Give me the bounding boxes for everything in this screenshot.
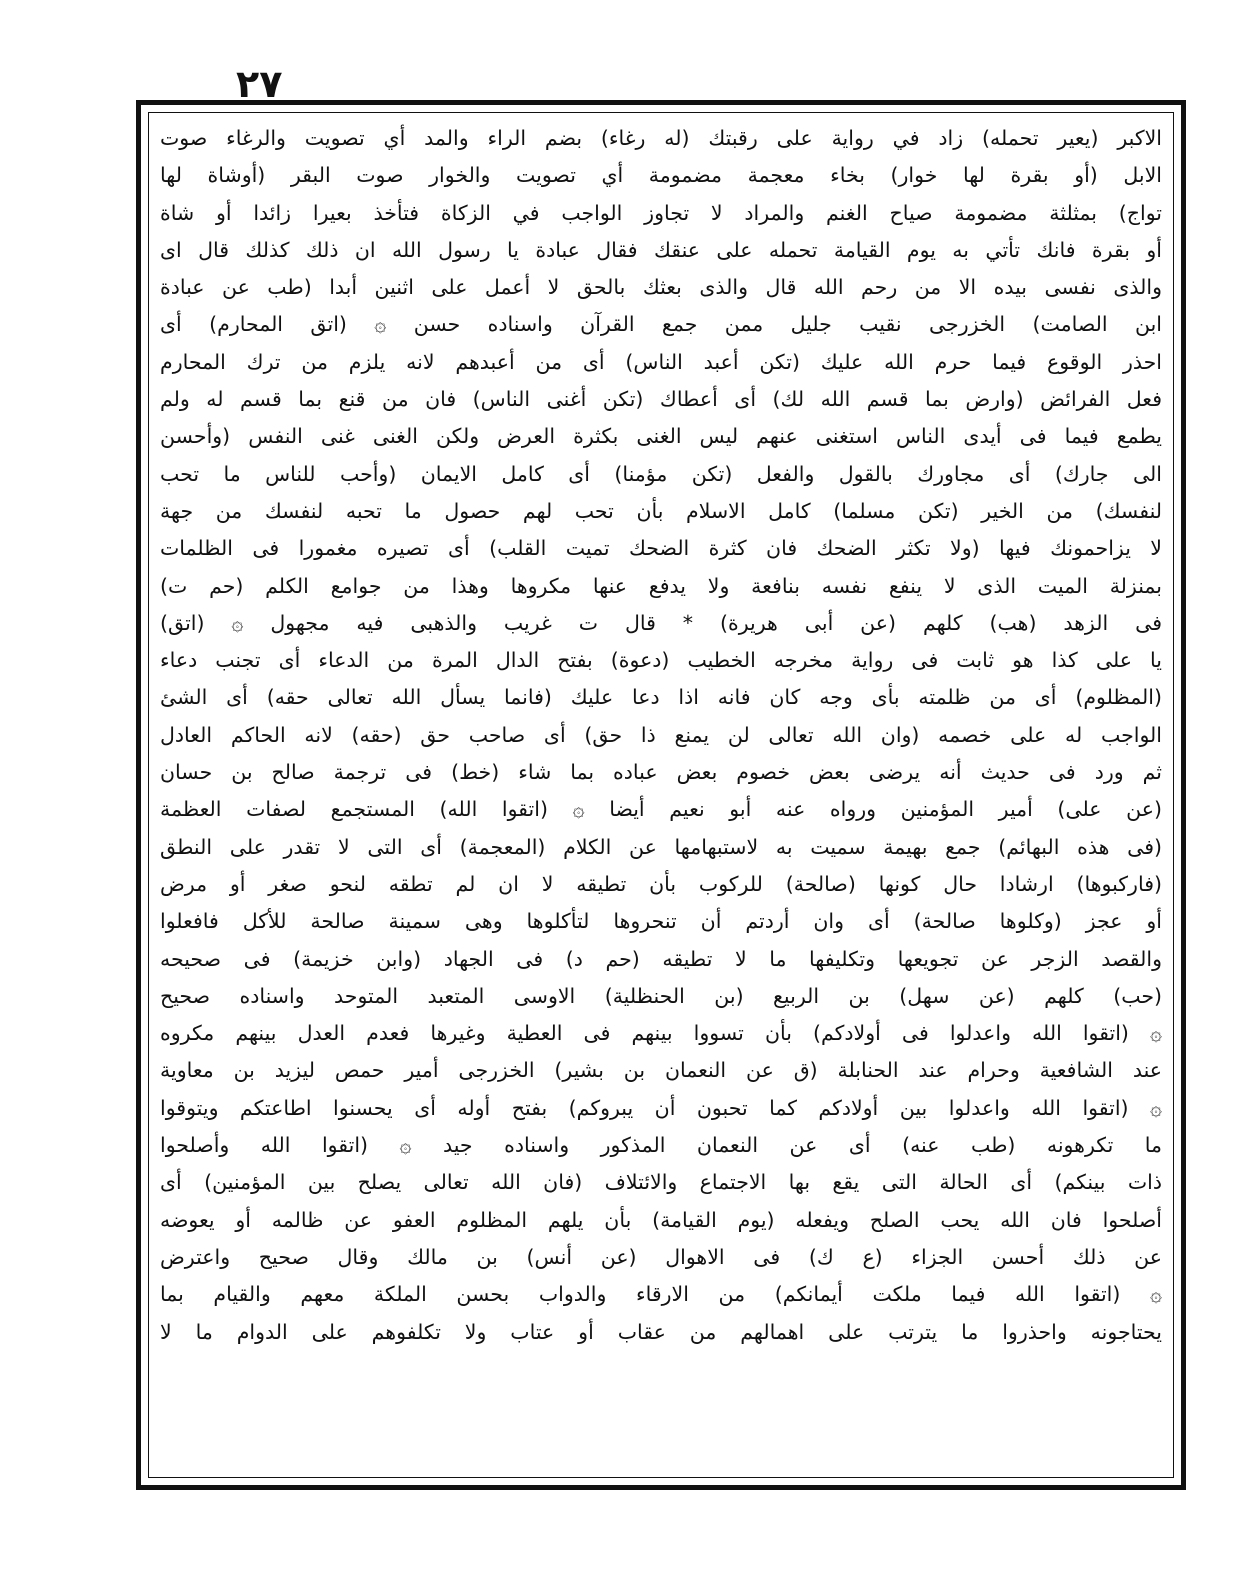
- text-line: (عن على) أمير المؤمنين ورواه عنه أبو نعيم أيضا ۞ (اتقوا الله) المستجمع لصفات العظمة: [160, 797, 1162, 822]
- text-line: والقصد الزجر عن تجويعها وتكليفها ما لا تطيقه (حم د) فى الجهاد (وابن خزيمة) فى صحيحه: [160, 946, 1162, 971]
- text-line: لا يزاحمونك فيها (ولا تكثر الضحك فان كثرة الضحك تميت القلب) أى تصيره مغمورا فى الظلمات: [160, 536, 1162, 561]
- text-line: ۞ (اتقوا الله واعدلوا بين أولادكم كما تحبون أن يبروكم) بفتح أوله أى يحسنوا اطاعتكم ويتوقوا: [160, 1095, 1162, 1120]
- text-line: بمنزلة الميت الذى لا ينفع نفسه بنافعة ولا يدفع عنها مكروها وهذا من جوامع الكلم (حم ت): [160, 573, 1162, 598]
- text-line: ثم ورد فى حديث أنه يرضى بعض خصوم بعض عباده بما شاء (خط) فى ترجمة صالح بن حسان: [160, 760, 1162, 785]
- text-line: يحتاجونه واحذروا ما يترتب على اهمالهم من عقاب أو عتاب ولا تكلفوهم على الدوام ما لا: [160, 1319, 1162, 1344]
- text-line: يا على كذا هو ثابت فى رواية مخرجه الخطيب (دعوة) بفتح الدال المرة من الدعاء أى تجنب دعاء: [160, 648, 1162, 673]
- text-line: ۞ (اتقوا الله فيما ملكت أيمانكم) من الارقاء والدواب بحسن الملكة معهم والقيام بما: [160, 1282, 1162, 1307]
- text-line: (فاركبوها) ارشادا حال كونها (صالحة) للركوب بأن تطيقه لا ان لم تطقه لنحو صغر أو مرض: [160, 871, 1162, 896]
- text-line: ذات بينكم) أى الحالة التى يقع بها الاجتماع والائتلاف (فان الله تعالى يصلح بين المؤمنين) أى: [160, 1170, 1162, 1195]
- text-line: ۞ (اتقوا الله واعدلوا فى أولادكم) بأن تسووا بينهم فى العطية وغيرها فعدم العدل بينهم مكروه: [160, 1021, 1162, 1046]
- text-line: الابل (أو بقرة لها خوار) بخاء معجمة مضمومة أي تصويت والخوار صوت البقر (أوشاة لها: [160, 163, 1162, 188]
- text-line: فعل الفرائض (وارض بما قسم الله لك) أى أعطاك (تكن أغنى الناس) فان من قنع بما قسم له ولم: [160, 387, 1162, 412]
- text-line: الاكبر (يعير تحمله) زاد في رواية على رقبتك (له رغاء) بضم الراء والمد أي تصويت والرغاء صوت: [160, 126, 1162, 150]
- text-line: يطمع فيما فى أيدى الناس استغنى عنهم ليس الغنى بكثرة العرض ولكن الغنى غنى النفس (وأحسن: [160, 424, 1162, 449]
- text-line: ابن الصامت) الخزرجى نقيب جليل ممن جمع القرآن واسناده حسن ۞ (اتق المحارم) أى: [160, 312, 1162, 337]
- text-line: احذر الوقوع فيما حرم الله عليك (تكن أعبد الناس) أى من أعبدهم لانه يلزم من ترك المحارم: [160, 349, 1162, 374]
- text-line: (فى هذه البهائم) جمع بهيمة سميت به لاستبهامها عن الكلام (المعجمة) أى التى لا تقدر على النطق: [160, 834, 1162, 859]
- text-line: تواج) بمثلثة مضمومة صياح الغنم والمراد لا تجاوز الواجب في الزكاة فتأخذ بعيرا زائدا أو شاة: [160, 200, 1162, 225]
- text-line: أصلحوا فان الله يحب الصلح ويفعله (يوم القيامة) بأن يلهم المظلوم العفو عن ظالمه أو يعوضه: [160, 1207, 1162, 1232]
- page-number: ٢٧: [236, 62, 283, 106]
- text-line: (المظلوم) أى من ظلمته بأى وجه كان فانه اذا دعا عليك (فانما يسأل الله تعالى حقه) أى الشئ: [160, 685, 1162, 710]
- text-line: فى الزهد (هب) كلهم (عن أبى هريرة) * قال ت غريب والذهبى فيه مجهول ۞ (اتق): [160, 610, 1162, 635]
- text-line: أو بقرة فانك تأتي به يوم القيامة تحمله على عنقك فقال عبادة يا رسول الله ان ذلك كذلك قال اى: [160, 237, 1162, 262]
- body-text: [160, 120, 1162, 1470]
- text-line: لنفسك) من الخير (تكن مسلما) كامل الاسلام بأن تحب لهم حصول ما تحبه لنفسك من جهة: [160, 498, 1162, 523]
- text-line: الى جارك) أى مجاورك بالقول والفعل (تكن مؤمنا) أى كامل الايمان (وأحب للناس ما تحب: [160, 461, 1162, 486]
- text-line: ما تكرهونه (طب عنه) أى عن النعمان المذكور واسناده جيد ۞ (اتقوا الله وأصلحوا: [160, 1133, 1162, 1158]
- text-line: (حب) كلهم (عن سهل) بن الربيع (بن الحنظلية) الاوسى المتعبد المتوحد واسناده صحيح: [160, 983, 1162, 1008]
- text-line: والذى نفسى بيده الا من رحم الله قال والذى بعثك بالحق لا أعمل على اثنين أبدا (طب عن عبادة: [160, 275, 1162, 300]
- text-line: أو عجز (وكلوها صالحة) أى وان أردتم أن تنحروها لتأكلوها وهى سمينة صالحة للأكل فافعلوا: [160, 909, 1162, 934]
- text-line: الواجب له على خصمه (وان الله تعالى لن يمنع ذا حق) أى صاحب حق (حقه) لانه الحاكم العادل: [160, 722, 1162, 747]
- text-line: عن ذلك أحسن الجزاء (ع ك) فى الاهوال (عن أنس) بن مالك وقال صحيح واعترض: [160, 1244, 1162, 1269]
- text-line: عند الشافعية وحرام عند الحنابلة (ق عن النعمان بن بشير) الخزرجى أمير حمص ليزيد بن معاوية: [160, 1058, 1162, 1083]
